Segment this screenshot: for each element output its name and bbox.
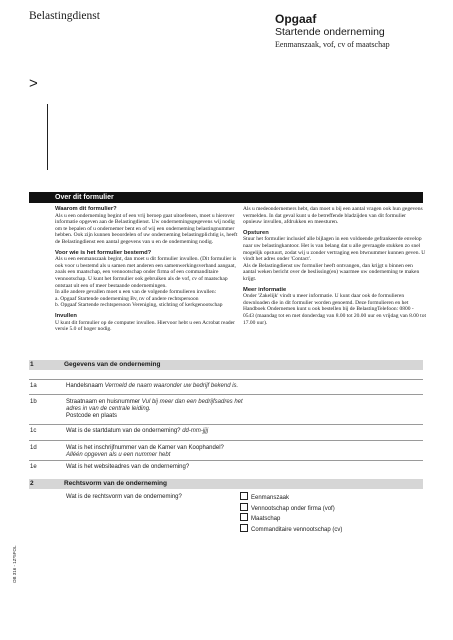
- info-paragraph: Onder 'Zakelijk' vindt u meer informatie. U kunt daar ook de formulieren downloaden die in dit formulier worden genoemd. Deze formulieren en het Handboek Ondernemen kunt u ook bestellen bij de BelastingTelefoon: 0800 - 0543 (maandag tot en met donderdag van 8.00 tot 20.00 uur en vrijdag van 8.00 tot 17.00 uur).: [243, 293, 426, 326]
- info-heading: Voor wie is het formulier bestemd?: [55, 249, 152, 256]
- question-1b-extra: Postcode en plaats: [66, 413, 118, 420]
- question-1e-text[interactable]: [66, 464, 366, 471]
- checkbox[interactable]: [240, 524, 248, 532]
- about-form-title: Over dit formulier: [55, 194, 114, 201]
- about-form-bar: [29, 192, 423, 203]
- brand-name: Belastingdienst: [29, 10, 100, 22]
- info-paragraph: U kunt dit formulier op de computer invullen. Hiervoor hebt u een Acrobat reader versie 5.0 of hoger nodig.: [55, 319, 235, 333]
- question-1b-label: Straatnaam en huisnummer: [66, 399, 141, 405]
- section-1-number: 1: [30, 361, 34, 368]
- chevron-right-icon: >: [29, 75, 38, 92]
- divider: [29, 424, 423, 425]
- info-column-left: [55, 206, 238, 333]
- info-paragraph: Als de Belastingdienst uw formulier heeft ontvangen, dan krijgt u binnen een aantal weken bericht over de beslissing(en) waarmee uw onderneming te maken krijgt.: [243, 262, 420, 282]
- option-eenmanszaak[interactable]: Eenmanszaak: [240, 492, 342, 503]
- question-1e-label: Wat is het websiteadres van de onderneming?: [66, 464, 190, 470]
- question-1d-hint: Alléén opgeven als u een nummer hebt: [66, 452, 171, 459]
- question-1b-number: 1b: [30, 399, 37, 405]
- checkbox[interactable]: [240, 503, 248, 511]
- info-paragraph: a. Opgaaf Startende onderneming Bv, nv of andere rechtspersoon: [55, 295, 199, 302]
- question-1c-text[interactable]: [66, 428, 366, 435]
- option-vof[interactable]: Vennootschap onder firma (vof): [240, 503, 342, 514]
- info-heading: Opsturen: [243, 229, 269, 236]
- question-1c-number: 1c: [30, 428, 37, 434]
- question-1d-text[interactable]: [66, 445, 366, 459]
- question-1b-text[interactable]: [66, 399, 256, 421]
- checkbox[interactable]: [240, 492, 248, 500]
- info-paragraph: b. Opgaaf Startende rechtspersoon Vereniging, stichting of kerkgenootschap: [55, 302, 223, 309]
- question-1a-label: Handelsnaam: [66, 383, 104, 389]
- form-title: Opgaaf: [275, 12, 317, 26]
- form-subtitle-legal-forms: Eenmanszaak, vof, cv of maatschap: [275, 40, 390, 49]
- checkbox[interactable]: [240, 513, 248, 521]
- legal-form-question: Wat is de rechtsvorm van de onderneming?: [66, 494, 182, 500]
- divider: [29, 440, 423, 441]
- vertical-divider: [47, 104, 48, 170]
- section-2-title: Rechtsvorm van de onderneming: [64, 480, 167, 487]
- question-1a-number: 1a: [30, 383, 37, 389]
- question-1c-hint: dd-mm-jjjj: [182, 428, 209, 434]
- info-paragraph: Stuur het formulier inclusief alle bijlagen in een voldoende gefrankeerde envelop naar uw belastingkantoor. Het is van belang dat u alle gevraagde stukken zo snel mogelijk opstuurt, zodat wij u zonder vertraging een btwnummer kunnen geven. U vindt het adres onder 'Contact'.: [243, 236, 426, 263]
- section-2-number: 2: [30, 480, 34, 487]
- divider: [29, 460, 423, 461]
- info-paragraph: In alle andere gevallen moet u een van de volgende formulieren invullen:: [55, 289, 217, 296]
- info-heading: Waarom dit formulier?: [55, 206, 117, 212]
- divider: [29, 379, 423, 380]
- legal-form-options: [240, 492, 342, 534]
- option-maatschap[interactable]: Maatschap: [240, 513, 342, 524]
- question-1d-number: 1d: [30, 445, 37, 451]
- section-1-title: Gegevens van de onderneming: [64, 361, 161, 368]
- info-column-right: [243, 206, 426, 326]
- question-1a-text[interactable]: [66, 383, 366, 390]
- question-1e-number: 1e: [30, 464, 37, 470]
- info-paragraph: Als u een eenmanszaak begint, dan moet u dit formulier invullen. (Dit formulier is ook voor u bestemd als u samen met anderen een samenwerkingsverband aangaat, zoals een maatschap, een vennootschap onder firma of een commanditaire vennootschap. U kunt het formulier ook gebruiken als de vof, cv of maatschap ontstaat uit een of meer bestaande ondernemingen.: [55, 256, 237, 289]
- question-1c-label: Wat is de startdatum van de onderneming?: [66, 428, 181, 434]
- question-1b-hint: Vul bij meer dan een bedrijfsadres het adres in van de centrale leiding.: [66, 399, 243, 413]
- option-cv[interactable]: Commanditaire vennootschap (cv): [240, 524, 342, 535]
- info-paragraph: Als u een onderneming begint of een vrij beroep gaat uitoefenen, moet u hierover informatie opgeven aan de Belastingdienst. Uw ondernemingsgegevens wij nodig om te bepalen of u ondernemer bent en of wij een onderneming belastingnummer hebben. Ook zijn kunnen beoordelen of uw onderneming belastingplichtig is, heeft de Belastingdienst een aantal gegevens van u en de onderneming nodig.: [55, 212, 238, 245]
- divider: [29, 394, 423, 395]
- form-code: OB 316 - 1Z*5FOL: [12, 545, 17, 583]
- question-1a-hint: Vermeld de naam waaronder uw bedrijf bekend is.: [104, 383, 239, 389]
- info-paragraph: Als u medeondernemers hebt, dan moet u bij een aantal vragen ook hun gegevens vermelden. In dat geval kunt u de betreffende bladzijden van dit formulier opnieuw invullen, afdrukken en meesturen.: [243, 206, 423, 226]
- form-subtitle: Startende onderneming: [275, 26, 385, 38]
- question-1d-label: Wat is het inschrijfnummer van de Kamer van Koophandel?: [66, 445, 224, 451]
- info-heading: Invullen: [55, 312, 77, 319]
- info-heading: Meer informatie: [243, 286, 287, 293]
